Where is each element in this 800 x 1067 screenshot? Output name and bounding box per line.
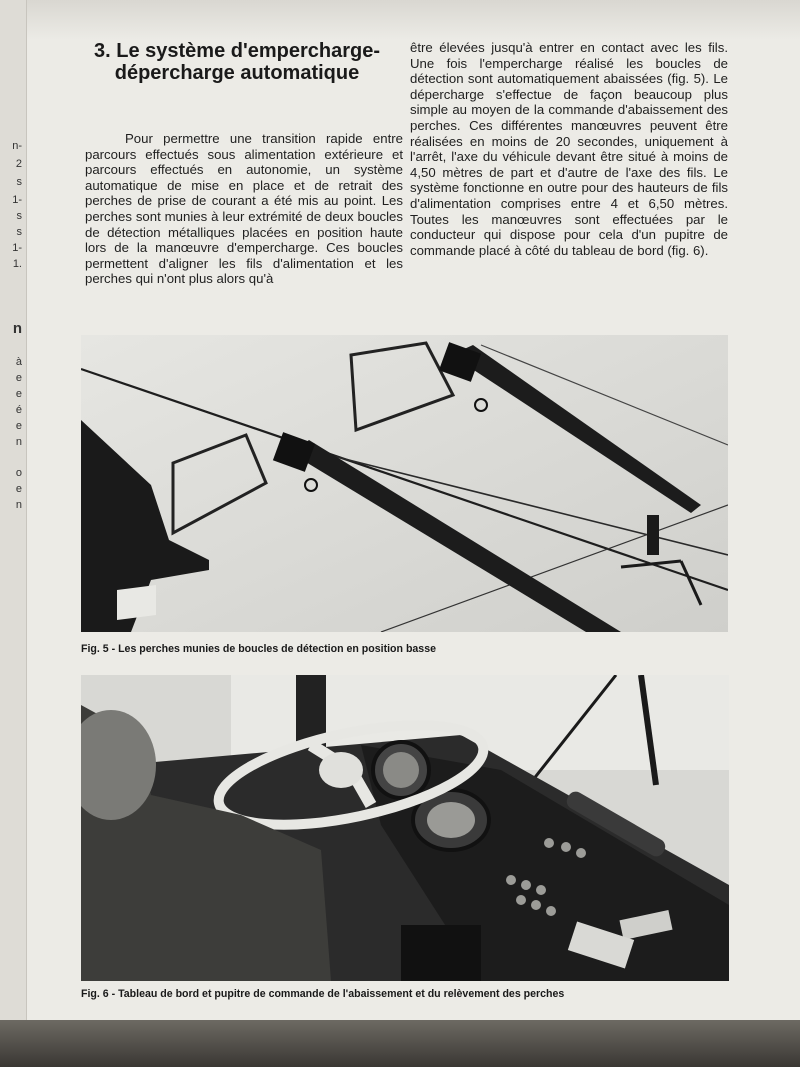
fig6-photo xyxy=(81,675,729,981)
fig6-caption: Fig. 6 - Tableau de bord et pupitre de commande de l'abaissement et du relèvement des perches xyxy=(81,988,565,1000)
left-page-fragment: à xyxy=(15,356,22,368)
left-page-fragment: s xyxy=(16,210,22,222)
section-heading: 3. Le système d'empercharge-dépercharge automatique xyxy=(94,40,380,84)
fig5-photo xyxy=(81,335,728,632)
left-page-fragment: n xyxy=(15,499,22,511)
left-page-fragment: e xyxy=(15,483,22,495)
left-page-fragment: n- xyxy=(12,140,22,152)
body-column-right: être élevées jusqu'à entrer en contact avec les fils. Une fois l'empercharge réalisé les boucles de détection sont automatiquement abaissées (fig. 5). Le dépercharge s'effectue de façon beaucoup plus simple au moyen de la commande d'abaissement des perches. Ces différentes manœuvres peuvent être réalisées en moins de 20 secondes, uniquement à l'arrêt, l'axe du véhicule devant être situé à moins de 4,50 mètres de part et d'autre de l'axe des fils. Le système fonctionne en outre pour des hauteurs de fils d'alimentation comprises entre 4 et 6,50 mètres. Toutes les manœuvres sont effectuées par le conducteur qui dispose pour cela d'un pupitre de commande placé à côté du tableau de bord (fig. 6). xyxy=(410,40,728,258)
fig5-caption: Fig. 5 - Les perches munies de boucles de détection en position basse xyxy=(81,643,436,655)
left-page-fragment: e xyxy=(15,372,22,384)
table-surface xyxy=(0,1020,800,1067)
adjacent-page-edge xyxy=(0,0,27,1050)
left-page-fragment: é xyxy=(15,404,22,416)
left-page-fragment: s xyxy=(16,226,22,238)
left-page-fragment: e xyxy=(15,420,22,432)
left-page-fragment: 1. xyxy=(12,258,22,270)
magazine-page xyxy=(27,0,800,1020)
left-page-fragment: n xyxy=(15,436,22,448)
left-page-fragment: 1- xyxy=(12,242,22,254)
body-column-left: Pour permettre une transition rapide entre parcours effectués sous alimentation extérieure et parcours effectués en autonomie, un système automatique de mise en place et de retrait des perches de prise de courant a été mis au point. Les perches sont munies à leur extrémité de deux boucles de détection métalliques placées en position haute lors de la manœuvre d'empercharge. Ces boucles permettent d'aligner les fils d'alimentation et les perches qui n'ont plus alors qu'à xyxy=(85,131,403,287)
left-page-fragment: 1- xyxy=(12,194,22,206)
left-page-fragment: s xyxy=(16,176,22,188)
left-page-fragment: e xyxy=(15,388,22,400)
fig5-trolley-poles-illustration xyxy=(81,335,728,632)
left-page-fragment: 2 xyxy=(15,158,22,170)
left-page-fragment: o xyxy=(15,467,22,479)
fig6-dashboard-illustration xyxy=(81,675,729,981)
page-shading xyxy=(27,0,800,40)
left-page-fragment: n xyxy=(12,320,22,337)
